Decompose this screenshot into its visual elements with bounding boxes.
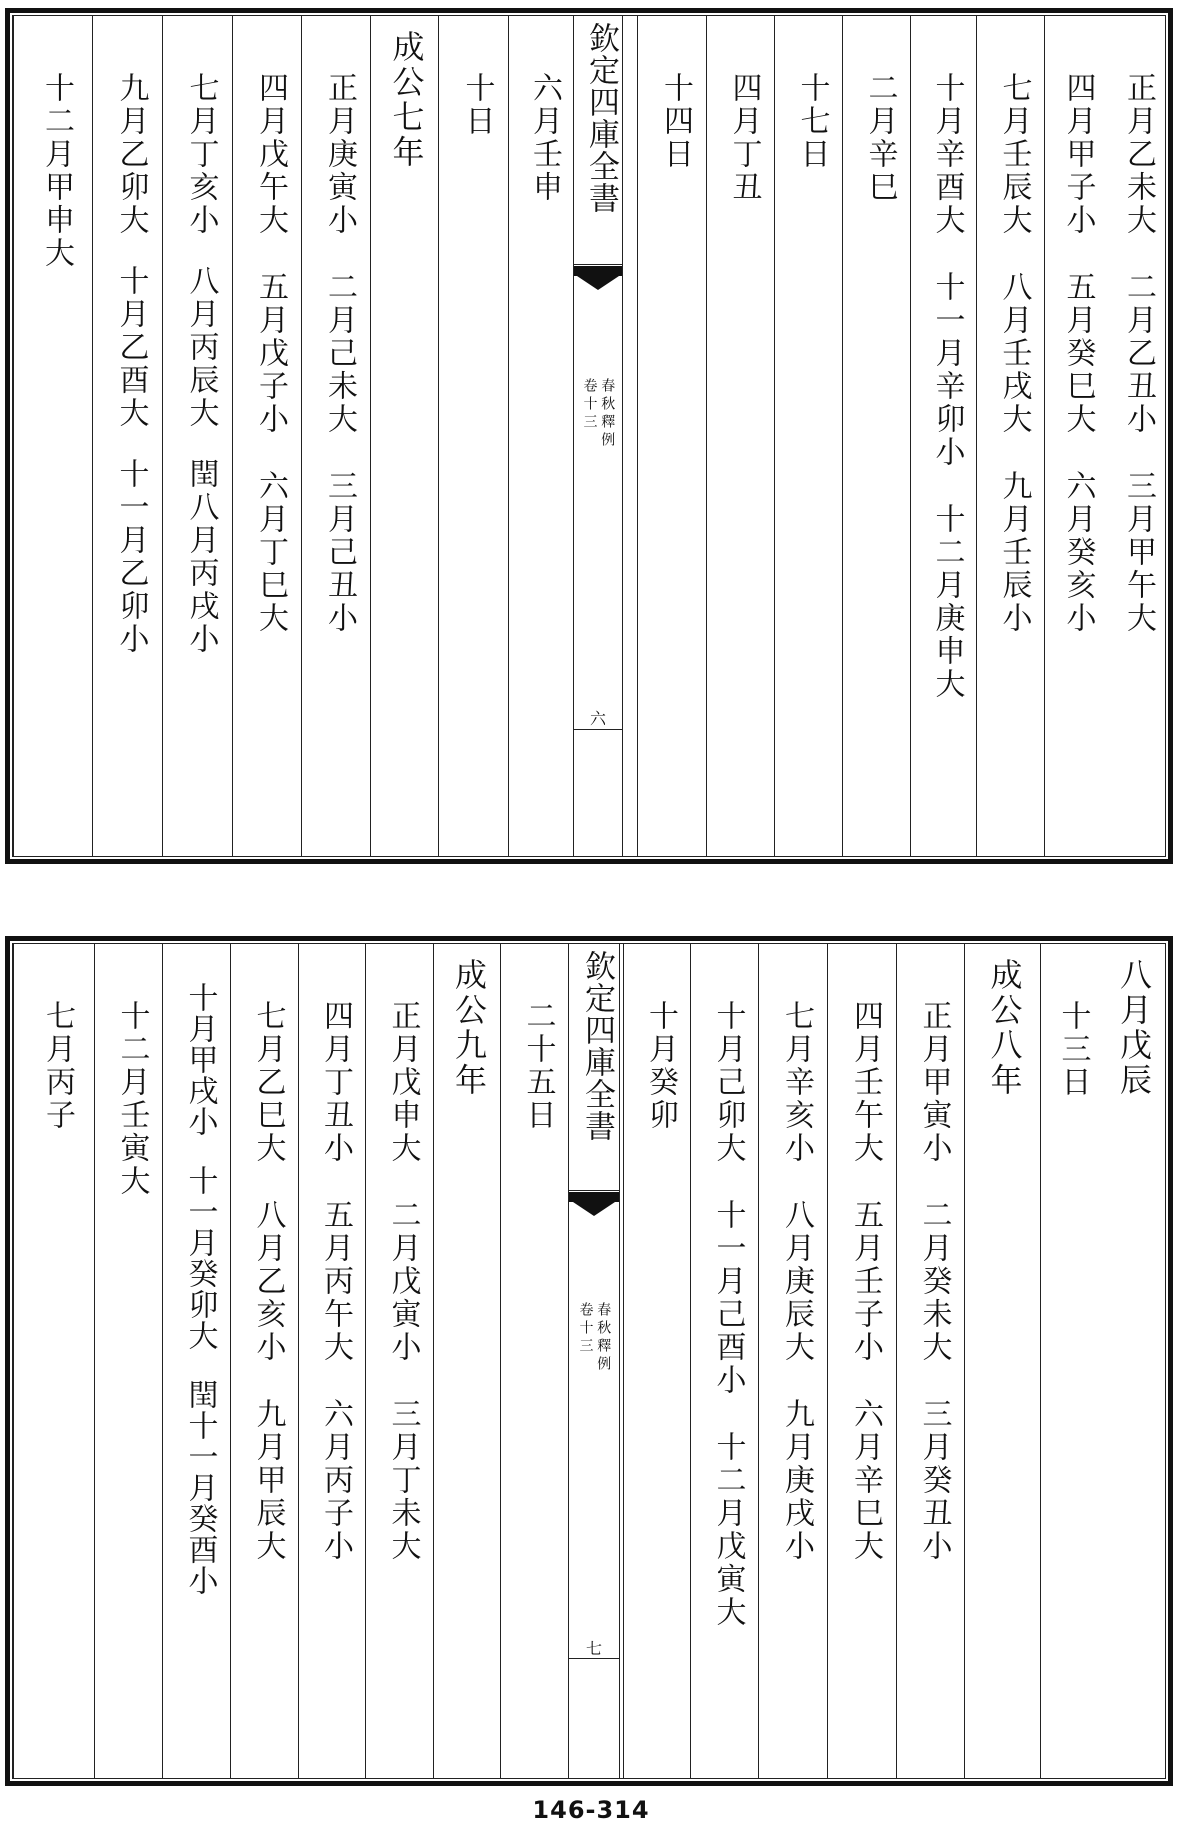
column [438, 16, 508, 856]
column [298, 944, 365, 1778]
column [690, 944, 758, 1778]
top-page [5, 8, 1173, 864]
column [508, 16, 573, 856]
section-title [576, 1302, 612, 1374]
column-text: 十四日 [658, 72, 693, 171]
column [827, 944, 896, 1778]
column [92, 16, 162, 856]
column-text: 七月丙子 [40, 1000, 75, 1132]
column [896, 944, 964, 1778]
section-title-line: 卷十三 [581, 378, 598, 432]
column-text: 七月壬辰大八月壬戌大九月壬辰小 [996, 72, 1032, 635]
column [706, 16, 774, 856]
gutter-rule [569, 1190, 619, 1191]
column-text: 十月辛酉大十一月辛卯小十二月庚申大 [929, 72, 965, 701]
column [301, 16, 370, 856]
book-title: 欽定四庫全書 [583, 22, 619, 214]
column-text: 十月癸卯 [643, 1000, 678, 1132]
column-text: 四月壬午大五月壬子小六月辛巳大 [848, 1000, 883, 1563]
fish-tail-mark [569, 1192, 619, 1214]
column-text: 二月辛巳 [862, 72, 898, 204]
section-title-line: 卷十三 [577, 1302, 594, 1356]
column-text: 四月丁丑 [726, 72, 762, 204]
column-text: 正月庚寅小二月己未大三月己丑小 [322, 72, 357, 635]
column-text: 二十五日 [520, 1000, 556, 1132]
column-text: 十三日 [1055, 1000, 1091, 1099]
column [637, 16, 706, 856]
column [1044, 16, 1104, 856]
column-text: 正月戊申大二月戊寅小三月丁未大 [385, 1000, 421, 1563]
gutter-rule [569, 1658, 619, 1659]
column-text: 十二月甲申大 [39, 72, 74, 270]
page-number: 146-314 [532, 1796, 650, 1824]
folio-number: 六 [589, 709, 606, 728]
folio-number: 七 [585, 1639, 602, 1658]
column-text: 七月丁亥小八月丙辰大閏八月丙戌小 [183, 72, 219, 656]
column-text: 八月戊辰 [1115, 958, 1153, 1098]
column [162, 944, 230, 1778]
column-text: 正月甲寅小二月癸未大三月癸丑小 [916, 1000, 952, 1563]
column [370, 16, 438, 856]
column-text: 六月壬申 [527, 72, 562, 204]
center-gutter [573, 16, 623, 856]
column-text: 九月乙卯大十月乙酉大十一月乙卯小 [113, 72, 149, 656]
column [623, 944, 690, 1778]
column [842, 16, 910, 856]
column [758, 944, 827, 1778]
column-text: 四月甲子小五月癸巳大六月癸亥小 [1060, 72, 1096, 635]
column-text: 十日 [459, 72, 495, 138]
gutter-rule [574, 264, 622, 265]
column [13, 16, 92, 856]
column [774, 16, 842, 856]
section-title-line: 春秋釋例 [595, 1302, 612, 1374]
column-text: 正月乙未大二月乙丑小三月甲午大 [1121, 72, 1156, 635]
column [232, 16, 301, 856]
column-text: 成公八年 [985, 958, 1024, 1098]
column-text: 十七日 [794, 72, 830, 171]
bottom-page [5, 936, 1173, 1786]
column-text: 十月甲戌小十一月癸卯大閏十一月癸酉小 [182, 982, 218, 1596]
column-text: 成公九年 [450, 958, 488, 1098]
center-gutter [568, 944, 620, 1778]
column [910, 16, 976, 856]
fish-tail-mark [574, 266, 622, 288]
column-text: 成公七年 [387, 30, 426, 170]
column-text: 十月己卯大十一月己酉小十二月戊寅大 [710, 1000, 746, 1629]
column-text: 十二月壬寅大 [114, 1000, 150, 1198]
column [1104, 16, 1166, 856]
column [1040, 944, 1098, 1778]
column-text: 七月辛亥小八月庚辰大九月庚戌小 [779, 1000, 814, 1563]
column [433, 944, 500, 1778]
column [230, 944, 298, 1778]
column [964, 944, 1040, 1778]
book-title: 欽定四庫全書 [579, 950, 615, 1142]
column [94, 944, 162, 1778]
column-text: 七月乙巳大八月乙亥小九月甲辰大 [250, 1000, 286, 1563]
column [13, 944, 94, 1778]
column [365, 944, 433, 1778]
column-text: 四月丁丑小五月丙午大六月丙子小 [318, 1000, 353, 1563]
column [976, 16, 1044, 856]
section-title [580, 378, 616, 450]
column [500, 944, 568, 1778]
column [162, 16, 232, 856]
section-title-line: 春秋釋例 [599, 378, 616, 450]
column [1098, 944, 1166, 1778]
gutter-rule [574, 729, 622, 730]
column-text: 四月戊午大五月戊子小六月丁巳大 [253, 72, 288, 635]
